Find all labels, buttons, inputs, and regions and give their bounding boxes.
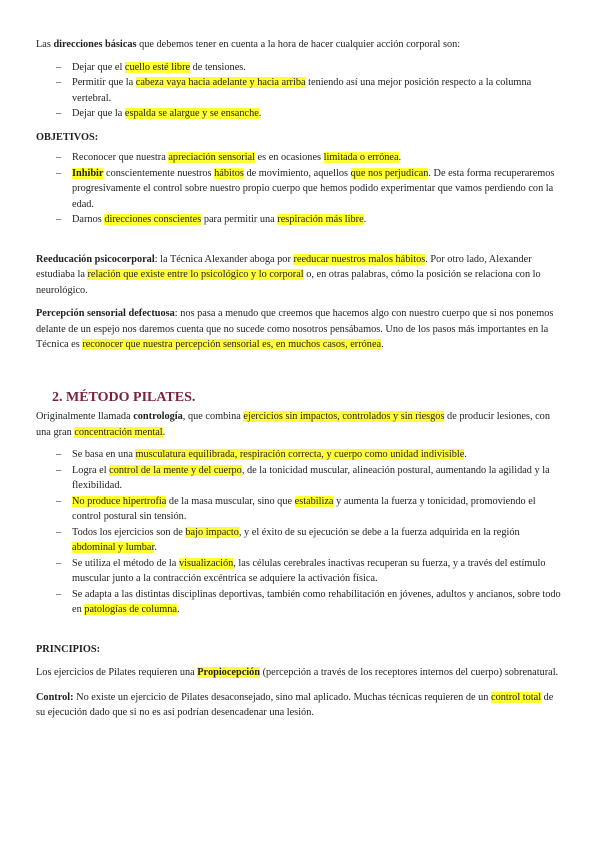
highlighted-text: abdominal y lumbar <box>72 542 155 553</box>
highlighted-text: respiración más libre <box>277 214 364 225</box>
text: . <box>363 214 367 225</box>
highlighted-text: musculatura equilibrada, respiración correcta, y cuerpo como unidad indivisible <box>135 449 465 460</box>
text: . <box>398 152 402 163</box>
list-item <box>36 587 561 618</box>
list-item <box>36 212 561 228</box>
text: de movimiento, aquellos <box>243 167 351 179</box>
text: Todos los ejercicios son de <box>72 526 186 538</box>
text: Las <box>36 39 54 50</box>
text: . <box>258 108 262 119</box>
highlighted-text: No produce hipertrofia <box>72 495 167 507</box>
highlighted-text: Propiocepción <box>197 667 260 678</box>
highlighted-text: visualización <box>178 557 234 569</box>
text: y aumenta la fuerza y tonicidad, promoviendo el control postural sin tensión. <box>72 495 536 522</box>
bullet-dash: – <box>56 167 62 179</box>
highlighted-text: hábitos <box>214 167 244 179</box>
text: , que combina <box>182 411 244 422</box>
bullet-dash: – <box>56 77 62 88</box>
list-item <box>36 150 561 166</box>
highlighted-text: cabeza vaya hacia adelante y hacia arriba <box>135 77 306 88</box>
bullet-dash: – <box>56 108 62 119</box>
text: . <box>176 604 180 615</box>
intro-paragraph <box>36 37 561 53</box>
text: Logra el <box>72 464 110 476</box>
text: Permitir que la <box>72 77 136 88</box>
text: . Por otro lado, Alexander estudiaba la <box>36 253 532 280</box>
highlighted-text: cuello esté libre <box>124 61 191 73</box>
text: . <box>464 449 467 460</box>
pilates-intro-paragraph <box>36 409 561 440</box>
highlighted-text: reeducar nuestros malos hábitos <box>293 253 426 265</box>
text: : la Técnica Alexander aboga por <box>154 253 294 265</box>
highlighted-text: reconocer que nuestra percepción sensorial es, en muchos casos, errónea <box>82 339 382 350</box>
objetivos-heading: OBJETIVOS: <box>36 131 99 143</box>
bullet-dash: – <box>56 449 62 460</box>
bullet-dash: – <box>56 464 62 476</box>
principios-heading: PRINCIPIOS: <box>36 643 101 655</box>
highlighted-text: direcciones conscientes <box>104 214 202 225</box>
highlighted-text: bajo impacto <box>185 526 239 538</box>
text: Los ejercicios de Pilates requieren una <box>36 667 198 678</box>
list-item <box>36 525 561 556</box>
propiocepcion-paragraph <box>36 665 561 681</box>
highlighted-text: estabiliza <box>294 495 334 507</box>
text: (percepción a través de los receptores internos del cuerpo) sobrenatural. <box>260 667 559 678</box>
bullet-dash: – <box>56 495 62 507</box>
highlighted-text: control total <box>491 691 542 703</box>
text: Se adapta a las distintas disciplinas deportivas, también como rehabilitación en jóvenes, adultos y ancianos, sobre todo en <box>72 588 561 615</box>
text: , las células cerebrales inactivas recuperan su fuerza, y a través del estímulo muscular junto a la contracción excéntrica se adquiere la activación física. <box>72 557 546 584</box>
list-item <box>36 463 561 494</box>
text: de producir lesiones, con una gran <box>36 411 550 438</box>
text: es en ocasiones <box>254 152 324 163</box>
bullet-dash: – <box>56 526 62 538</box>
text: Dejar que la <box>72 108 125 119</box>
text: , y el éxito de su ejecución se debe a la fuerza adquirida en la región <box>238 526 520 538</box>
list-item <box>36 106 561 122</box>
highlighted-text: control de la mente y del cuerpo <box>109 464 242 476</box>
text: , de la tonicidad muscular, alineación postural, aumentando la agilidad y la flexibilidad. <box>72 464 550 491</box>
section-title: 2. MÉTODO PILATES. <box>52 389 196 405</box>
text: Dejar que el <box>72 61 125 73</box>
text: Darnos <box>72 214 105 225</box>
text: conscientemente nuestros <box>103 167 215 179</box>
highlighted-text: relación que existe entre lo psicológico y lo corporal <box>87 269 304 280</box>
bold-text: contrología <box>133 411 183 422</box>
bullet-dash: – <box>56 214 62 225</box>
bullet-dash: – <box>56 557 62 569</box>
text: o, en otras palabras, cómo la posición se relaciona con lo neurológico. <box>36 269 541 296</box>
text: . De esta forma recuperaremos progresivamente el control sobre nuestro propio cuerpo que hemos podido experimentar que vamos perdiendo con la edad. <box>72 167 555 210</box>
text: . <box>381 339 384 350</box>
text: Se utiliza el método de la <box>72 557 179 569</box>
text: No existe un ejercicio de Pilates desaconsejado, sino mal aplicado. Muchas técnicas requieren de un <box>73 691 492 703</box>
text: de su ejecución dado que si no es así podrían desencadenar una lesión. <box>36 691 554 718</box>
bold-text: direcciones básicas <box>53 39 137 50</box>
directions-list <box>36 60 561 122</box>
list-item <box>36 494 561 525</box>
highlighted-text: patologías de columna <box>84 604 177 615</box>
highlighted-text: espalda se alargue y se ensanche <box>124 108 259 119</box>
text: : nos pasa a menudo que creemos que hacemos algo con nuestro cuerpo que si nos ponemos delante de un espejo nos daremos cuenta que no sucede como nosotros pensábamos. Uno de los pasos más importantes en la Técnica es <box>36 308 554 350</box>
text: . <box>154 542 157 553</box>
percepcion-paragraph <box>36 306 561 353</box>
bullet-dash: – <box>56 61 62 73</box>
control-paragraph <box>36 690 561 721</box>
objetivos-list <box>36 150 561 228</box>
text: Se basa en una <box>72 449 136 460</box>
highlighted-text: Inhibir <box>72 167 104 179</box>
text: teniendo así una mejor posición respecto a la columna vertebral. <box>72 77 532 104</box>
highlighted-text: ejercicios sin impactos, controlados y sin riesgos <box>243 411 445 422</box>
reeducacion-paragraph <box>36 252 561 299</box>
text: Originalmente llamada <box>36 411 134 422</box>
list-item <box>36 60 561 76</box>
list-item <box>36 75 561 106</box>
highlighted-text: que nos perjudican <box>350 167 429 179</box>
list-item <box>36 556 561 587</box>
text: de la masa muscular, sino que <box>166 495 295 507</box>
bold-label: Percepción sensorial defectuosa <box>36 308 175 319</box>
highlighted-text: limitada o errónea <box>323 152 399 163</box>
pilates-list <box>36 447 561 618</box>
text: Reconocer que nuestra <box>72 152 169 163</box>
highlighted-text: apreciación sensorial <box>168 152 255 163</box>
text: que debemos tener en cuenta a la hora de hacer cualquier acción corporal son: <box>136 39 461 50</box>
list-item <box>36 166 561 213</box>
highlighted-text: concentración mental <box>74 426 163 438</box>
bold-label: Reeducación psicocorporal <box>36 253 155 265</box>
bold-label: Control: <box>36 691 74 703</box>
text: de tensiones. <box>190 61 246 73</box>
text: . <box>162 426 166 438</box>
bullet-dash: – <box>56 588 62 600</box>
list-item <box>36 447 561 463</box>
text: para permitir una <box>201 214 278 225</box>
bullet-dash: – <box>56 152 62 163</box>
